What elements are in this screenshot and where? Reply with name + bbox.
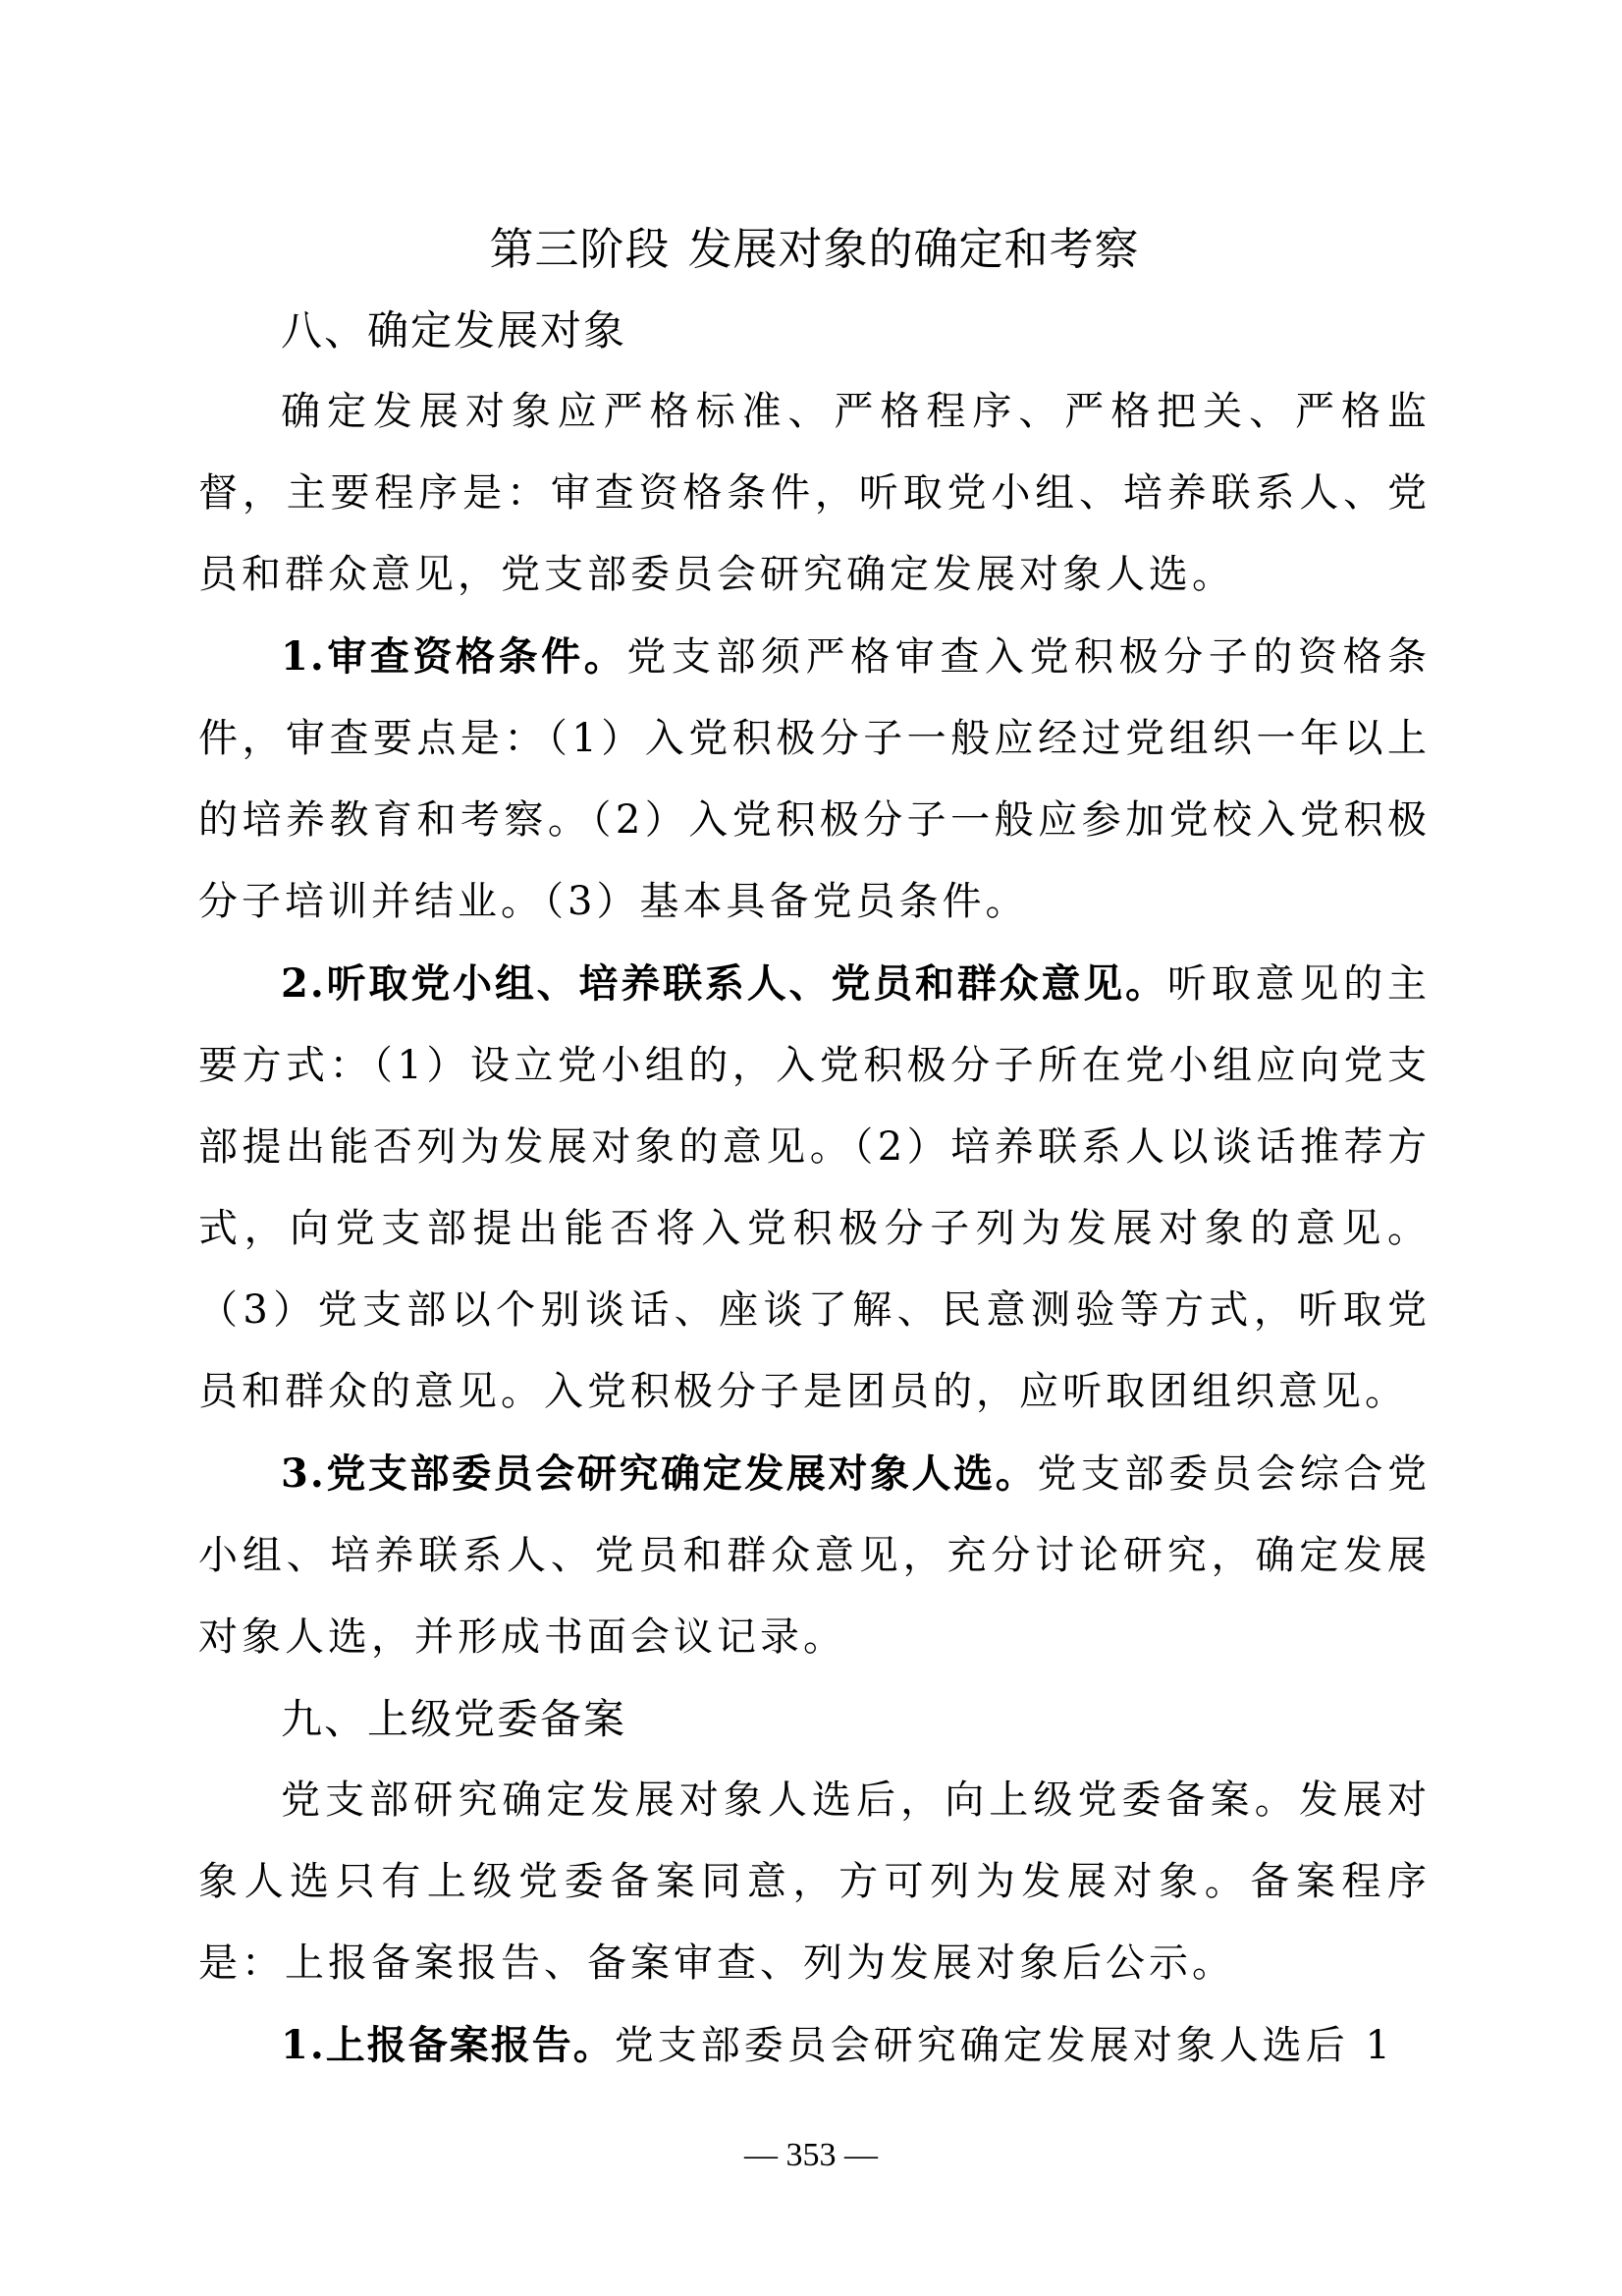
section-9-item-1 <box>198 2004 1431 2087</box>
section-8-heading: 八、确定发展对象 <box>281 306 627 355</box>
page-number: — 353 — <box>744 2137 878 2173</box>
section-8-item-3 <box>198 1433 1431 1678</box>
section-8-item-3-title: 3.党支部委员会研究确定发展对象人选。 <box>281 1450 1038 1497</box>
section-8-item-1-body: 党支部须严格审查入党积极分子的资格条件，审查要点是：（1）入党积极分子一般应经过党组织一年以上的培养教育和考察。（2）入党积极分子一般应参加党校入党积极分子培训并结业。（3）基本具备党员条件。 <box>198 634 1432 924</box>
section-8-item-2-title: 2.听取党小组、培养联系人、党员和群众意见。 <box>281 960 1167 1007</box>
section-9-item-1-body: 党支部委员会研究确定发展对象人选后 1 <box>614 2023 1394 2068</box>
stage-title-part1: 第三阶段 <box>489 223 671 275</box>
section-8-item-1 <box>198 616 1431 943</box>
section-9-intro: 党支部研究确定发展对象人选后，向上级党委备案。发展对象人选只有上级党委备案同意，方可列为发展对象。备案程序是：上报备案报告、备案审查、列为发展对象后公示。 <box>198 1777 1431 1986</box>
section-8-item-2-body: 听取意见的主要方式：（1）设立党小组的，入党积极分子所在党小组应向党支部提出能否列为发展对象的意见。（2）培养联系人以谈话推荐方式，向党支部提出能否将入党积极分子列为发展对象的意见。（3）党支部以个别谈话、座谈了解、民意测验等方式，听取党员和群众的意见。入党积极分子是团员的，应听取团组织意见。 <box>198 961 1432 1414</box>
page-content <box>198 208 1431 2087</box>
section-8-item-2 <box>198 943 1431 1433</box>
stage-title <box>198 208 1431 290</box>
section-8-item-1-title: 1.审查资格条件。 <box>281 633 627 680</box>
section-9-heading: 九、上级党委备案 <box>281 1695 627 1743</box>
section-8-intro: 确定发展对象应严格标准、严格程序、严格把关、严格监督，主要程序是：审查资格条件，听取党小组、培养联系人、党员和群众意见，党支部委员会研究确定发展对象人选。 <box>198 389 1431 597</box>
section-8-item-3-body: 党支部委员会综合党小组、培养联系人、党员和群众意见，充分讨论研究，确定发展对象人选，并形成书面会议记录。 <box>198 1451 1431 1660</box>
stage-title-part2: 发展对象的确定和考察 <box>687 223 1140 275</box>
section-9-item-1-title: 1.上报备案报告。 <box>281 2022 615 2068</box>
